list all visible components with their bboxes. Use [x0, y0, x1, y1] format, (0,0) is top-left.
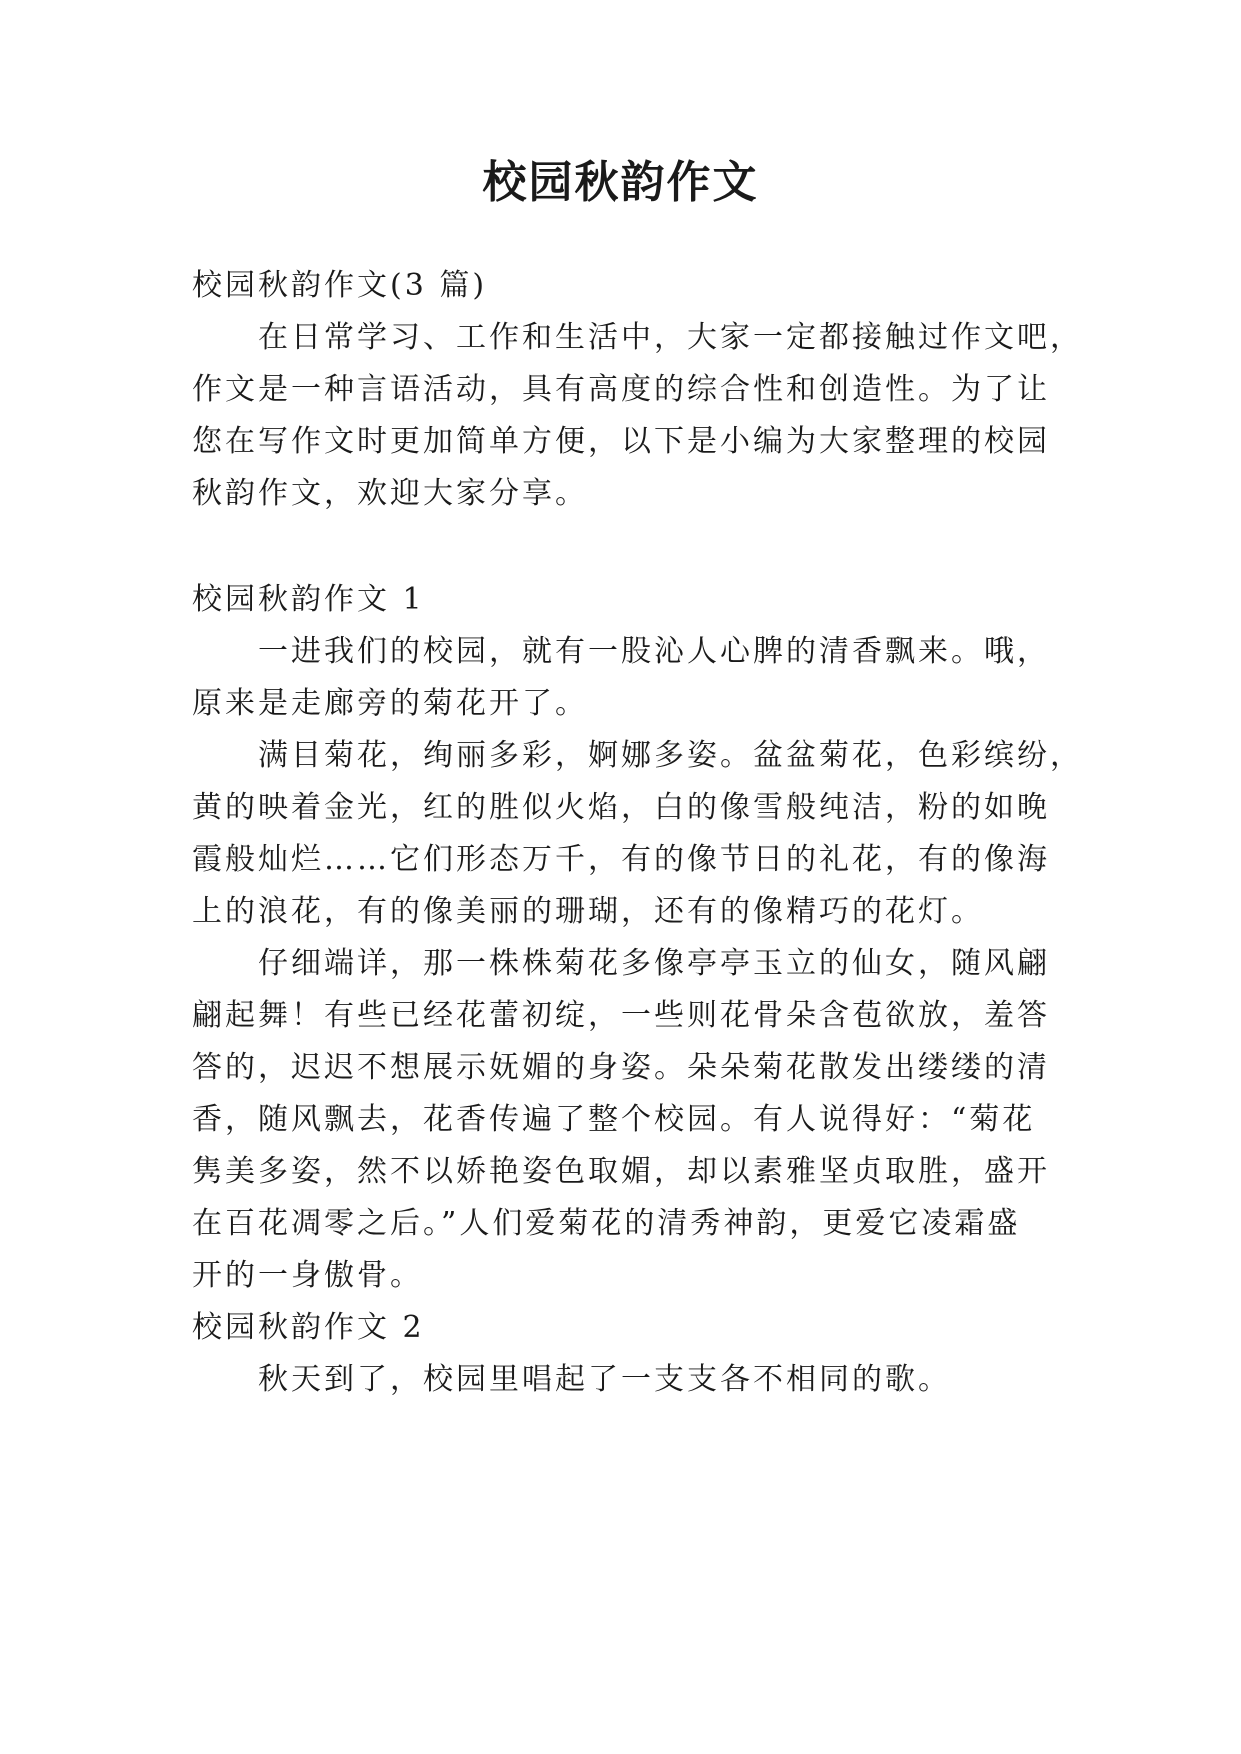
essay2-line: 秋天到了，校园里唱起了一支支各不相同的歌。	[258, 1362, 951, 1397]
essay2-heading: 校园秋韵作文 2	[192, 1310, 425, 1345]
subtitle: 校园秋韵作文(3 篇)	[192, 268, 488, 303]
essay1-line: 原来是走廊旁的菊花开了。	[192, 686, 588, 721]
essay1-heading: 校园秋韵作文 1	[192, 582, 425, 617]
essay1-line: 霞般灿烂……它们形态万千，有的像节日的礼花，有的像海	[192, 842, 1050, 877]
essay1-line: 上的浪花，有的像美丽的珊瑚，还有的像精巧的花灯。	[192, 894, 984, 929]
essay1-line: 香，随风飘去，花香传遍了整个校园。有人说得好：“菊花	[192, 1102, 1036, 1137]
essay1-line: 开的一身傲骨。	[192, 1258, 423, 1293]
essay1-line: 答的，迟迟不想展示妩媚的身姿。朵朵菊花散发出缕缕的清	[192, 1050, 1050, 1085]
essay1-line: 仔细端详，那一株株菊花多像亭亭玉立的仙女，随风翩	[258, 946, 1050, 981]
essay1-line: 一进我们的校园，就有一股沁人心脾的清香飘来。哦，	[258, 634, 1050, 669]
essay1-line: 黄的映着金光，红的胜似火焰，白的像雪般纯洁，粉的如晚	[192, 790, 1050, 825]
essay1-line: 隽美多姿，然不以娇艳姿色取媚，却以素雅坚贞取胜，盛开	[192, 1154, 1050, 1189]
intro-line: 您在写作文时更加简单方便，以下是小编为大家整理的校园	[192, 424, 1050, 459]
document-title: 校园秋韵作文	[482, 157, 759, 208]
intro-line: 在日常学习、工作和生活中，大家一定都接触过作文吧，	[258, 320, 1083, 355]
essay1-line: 在百花凋零之后。”人们爱菊花的清秀神韵，更爱它凌霜盛	[192, 1206, 1021, 1241]
essay1-line: 满目菊花，绚丽多彩，婀娜多姿。盆盆菊花，色彩缤纷，	[258, 738, 1083, 773]
intro-line: 作文是一种言语活动，具有高度的综合性和创造性。为了让	[192, 372, 1050, 407]
intro-line: 秋韵作文，欢迎大家分享。	[192, 476, 588, 511]
essay1-line: 翩起舞！有些已经花蕾初绽，一些则花骨朵含苞欲放，羞答	[192, 998, 1050, 1033]
